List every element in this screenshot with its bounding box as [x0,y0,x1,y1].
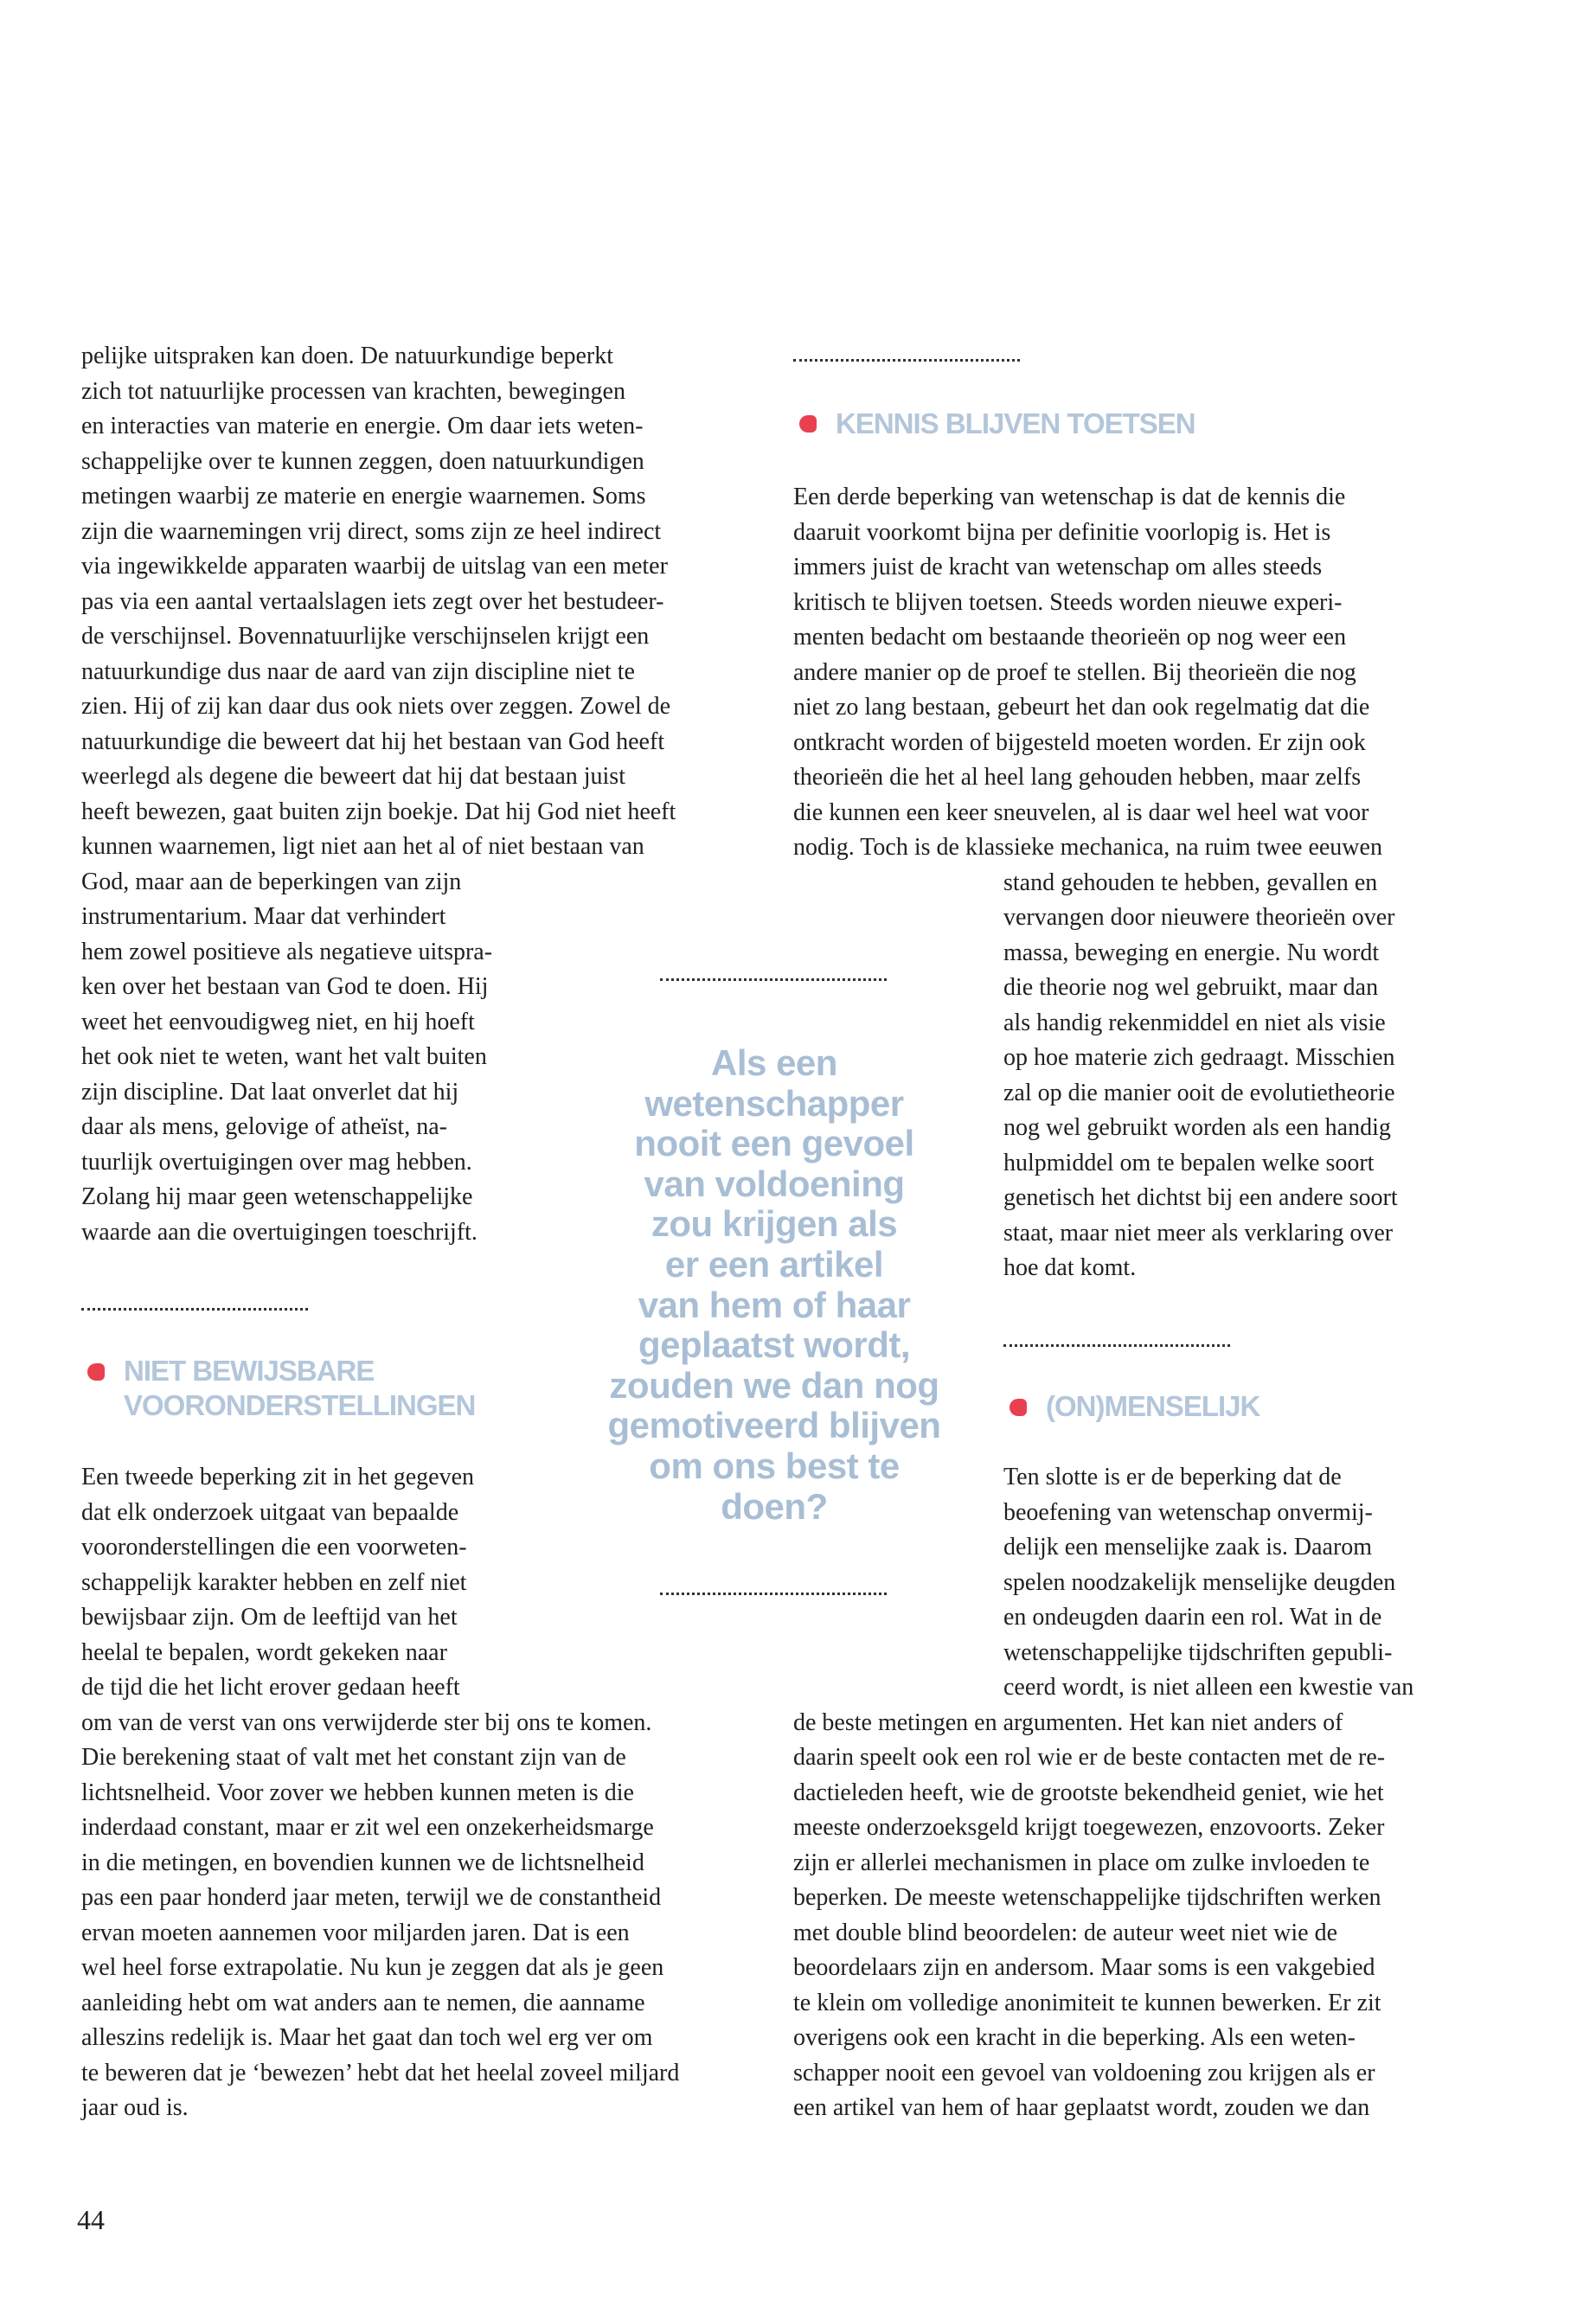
text-line: alleszins redelijk is. Maar het gaat dan toch wel erg ver om [81,2024,653,2051]
text-line: vooronderstellingen die een voorweten- [81,1534,467,1561]
text-line: te klein om volledige anonimiteit te kunnen bewerken. Er zit [793,1989,1381,2016]
text-line: de verschijnsel. Bovennatuurlijke verschijnselen krijgt een [81,623,650,650]
pull-quote-line: wetenschapper [644,1082,904,1124]
text-line: immers juist de kracht van wetenschap om alles steeds [793,554,1323,580]
text-line: kritisch te blijven toetsen. Steeds worden nieuwe experi- [793,588,1343,616]
text-line: in die metingen, en bovendien kunnen we de lichtsnelheid [81,1849,644,1876]
bullet-icon [799,415,817,433]
text-line: schapper nooit een gevoel van voldoening zou krijgen als er [793,2059,1375,2086]
text-line: heeft bewezen, gaat buiten zijn boekje. Dat hij God niet heeft [81,798,676,825]
text-line: Zolang hij maar geen wetenschappelijke [81,1183,473,1210]
page-number: 44 [77,2204,105,2235]
text-line: pelijke uitspraken kan doen. De natuurkundige beperkt [81,343,614,369]
text-line: en interacties van materie en energie. Om daar iets weten- [81,413,644,439]
text-line: beoordelaars zijn en andersom. Maar soms is een vakgebied [793,1954,1375,1981]
text-line: heelal te bepalen, wordt gekeken naar [81,1638,447,1666]
text-line: delijk een menselijke zaak is. Daarom [1003,1534,1373,1561]
pull-quote-line: doen? [721,1485,828,1527]
text-line: dactieleden heeft, wie de grootste bekendheid geniet, wie het [793,1779,1384,1806]
pull-quote-line: gemotiveerd blijven [607,1405,941,1446]
text-line: zijn discipline. Dat laat onverlet dat hij [81,1078,459,1106]
dotted-divider [1003,1344,1230,1347]
text-line: bewijsbaar zijn. Om de leeftijd van het [81,1604,458,1631]
text-line: lichtsnelheid. Voor zover we hebben kunnen meten is die [81,1779,634,1806]
dotted-divider [81,1308,308,1311]
text-line: meeste onderzoeksgeld krijgt toegewezen, enzovoorts. Zeker [793,1814,1385,1841]
text-line: daarin speelt ook een rol wie er de beste contacten met de re- [793,1744,1386,1771]
text-line: natuurkundige die beweert dat hij het bestaan van God heeft [81,727,665,755]
text-line: wetenschappelijke tijdschriften gepubli- [1003,1638,1393,1666]
text-line: waarde aan die overtuigingen toeschrijft. [81,1218,478,1246]
text-line: die theorie nog wel gebruikt, maar dan [1003,974,1379,1001]
text-line: niet zo lang bestaan, gebeurt het dan ook regelmatig dat die [793,694,1370,721]
pull-quote-line: Als een [711,1042,837,1083]
pull-quote-line: nooit een gevoel [634,1123,914,1164]
text-line: massa, beweging en energie. Nu wordt [1003,939,1380,966]
dotted-divider [660,978,887,981]
pull-quote-line: zouden we dan nog [609,1364,939,1406]
text-line: schappelijk karakter hebben en zelf niet [81,1568,467,1596]
text-line: aanleiding hebt om wat anders aan te nemen, die aanname [81,1989,645,2016]
text-line: andere manier op de proef te stellen. Bij theorieën die nog [793,658,1356,686]
text-line: genetisch het dichtst bij een andere soort [1003,1184,1398,1211]
text-line: instrumentarium. Maar dat verhindert [81,903,446,930]
text-line: vervangen door nieuwere theorieën over [1003,904,1395,931]
pull-quote-line: geplaatst wordt, [638,1324,911,1366]
text-line: zal op die manier ooit de evolutietheorie [1003,1079,1395,1106]
pull-quote-line: van hem of haar [638,1284,911,1325]
text-line: de tijd die het licht erover gedaan heeft [81,1674,460,1701]
text-line: ontkracht worden of bijgesteld moeten worden. Er zijn ook [793,728,1366,756]
pull-quote-line: om ons best te [649,1445,900,1486]
text-line: om van de verst van ons verwijderde ster bij ons te komen. [81,1708,652,1736]
section-heading-vooronderstellingen [124,1354,475,1423]
bullet-icon [1010,1399,1027,1416]
text-line: met double blind beoordelen: de auteur weet niet wie de [793,1919,1338,1946]
section-heading-onmenselijk: (ON)MENSELIJK [1046,1390,1260,1422]
text-line: zien. Hij of zij kan daar dus ook niets over zeggen. Zowel de [81,693,671,720]
text-line: Ten slotte is er de beperking dat de [1003,1464,1342,1490]
text-line: via ingewikkelde apparaten waarbij de uitslag van een meter [81,553,668,580]
text-line: Een derde beperking van wetenschap is dat de kennis die [793,484,1346,510]
bullet-icon [87,1363,105,1381]
text-line: hem zowel positieve als negatieve uitspra- [81,938,493,965]
text-line: inderdaad constant, maar er zit wel een onzekerheidsmarge [81,1814,654,1841]
text-line: nog wel gebruikt worden als een handig [1003,1114,1391,1141]
text-line: een artikel van hem of haar geplaatst wordt, zouden we dan [793,2094,1370,2121]
text-line: tuurlijk overtuigingen over mag hebben. [81,1148,472,1176]
text-line: Die berekening staat of valt met het constant zijn van de [81,1744,626,1771]
text-line: beperken. De meeste wetenschappelijke tijdschriften werken [793,1884,1381,1911]
text-line: die kunnen een keer sneuvelen, al is daar wel heel wat voor [793,798,1369,826]
text-line: natuurkundige dus naar de aard van zijn discipline niet te [81,657,635,685]
text-line: zijn die waarnemingen vrij direct, soms zijn ze heel indirect [81,517,662,545]
pull-quote-line: er een artikel [664,1243,884,1285]
text-line: als handig rekenmiddel en niet als visie [1003,1009,1386,1036]
text-line: nodig. Toch is de klassieke mechanica, na ruim twee eeuwen [793,834,1382,861]
text-line: Een tweede beperking zit in het gegeven [81,1464,475,1490]
text-line: daar als mens, gelovige of atheïst, na- [81,1113,447,1140]
text-line: pas via een aantal vertaalslagen iets zegt over het bestudeer- [81,587,664,615]
text-line: stand gehouden te hebben, gevallen en [1003,868,1378,896]
text-line: schappelijke over te kunnen zeggen, doen natuurkundigen [81,447,644,475]
text-line: weerlegd als degene die beweert dat hij dat bestaan juist [81,763,625,790]
text-line: en ondeugden daarin een rol. Wat in de [1003,1604,1382,1631]
pull-quote-line: zou krijgen als [651,1203,898,1245]
text-line: kunnen waarnemen, ligt niet aan het al of niet bestaan van [81,833,644,860]
text-line: ervan moeten aannemen voor miljarden jaren. Dat is een [81,1919,630,1946]
text-line: spelen noodzakelijk menselijke deugden [1003,1568,1396,1596]
section-heading-kennis: KENNIS BLIJVEN TOETSEN [836,407,1195,439]
text-line: weet het eenvoudigweg niet, en hij hoeft [81,1008,475,1035]
text-line: hulpmiddel om te bepalen welke soort [1003,1149,1375,1176]
text-line: jaar oud is. [81,2094,189,2121]
pull-quote [554,1043,995,1527]
text-line: de beste metingen en argumenten. Het kan niet anders of [793,1708,1343,1736]
heading-line: VOORONDERSTELLINGEN [124,1389,476,1421]
text-line: pas een paar honderd jaar meten, terwijl we de constantheid [81,1884,662,1911]
text-line: overigens ook een kracht in die beperking. Als een weten- [793,2024,1356,2051]
text-line: het ook niet te weten, want het valt buiten [81,1043,487,1070]
text-line: wel heel forse extrapolatie. Nu kun je zeggen dat als je geen [81,1954,664,1981]
text-line: op hoe materie zich gedraagt. Misschien [1003,1044,1395,1071]
text-line: beoefening van wetenschap onvermij- [1003,1498,1373,1526]
text-line: te beweren dat je ‘bewezen’ hebt dat het heelal zoveel miljard [81,2059,680,2086]
text-line: ken over het bestaan van God te doen. Hij [81,973,489,1000]
text-line: menten bedacht om bestaande theorieën op nog weer een [793,624,1347,651]
dotted-divider [793,359,1020,362]
text-line: theorieën die het al heel lang gehouden hebben, maar zelfs [793,764,1362,791]
text-line: hoe dat komt. [1003,1254,1137,1281]
text-line: daaruit voorkomt bijna per definitie voorlopig is. Het is [793,518,1331,546]
text-line: zich tot natuurlijke processen van krachten, bewegingen [81,377,625,405]
heading-line: NIET BEWIJSBARE [124,1355,375,1387]
text-line: metingen waarbij ze materie en energie waarnemen. Soms [81,483,646,510]
text-line: ceerd wordt, is niet alleen een kwestie van [1003,1674,1414,1701]
text-line: zijn er allerlei mechanismen in place om zulke invloeden te [793,1849,1370,1876]
text-line: dat elk onderzoek uitgaat van bepaalde [81,1498,459,1526]
text-line: staat, maar niet meer als verklaring over [1003,1219,1394,1247]
text-line: God, maar aan de beperkingen van zijn [81,868,462,895]
dotted-divider [660,1593,887,1595]
pull-quote-line: van voldoening [644,1163,905,1204]
